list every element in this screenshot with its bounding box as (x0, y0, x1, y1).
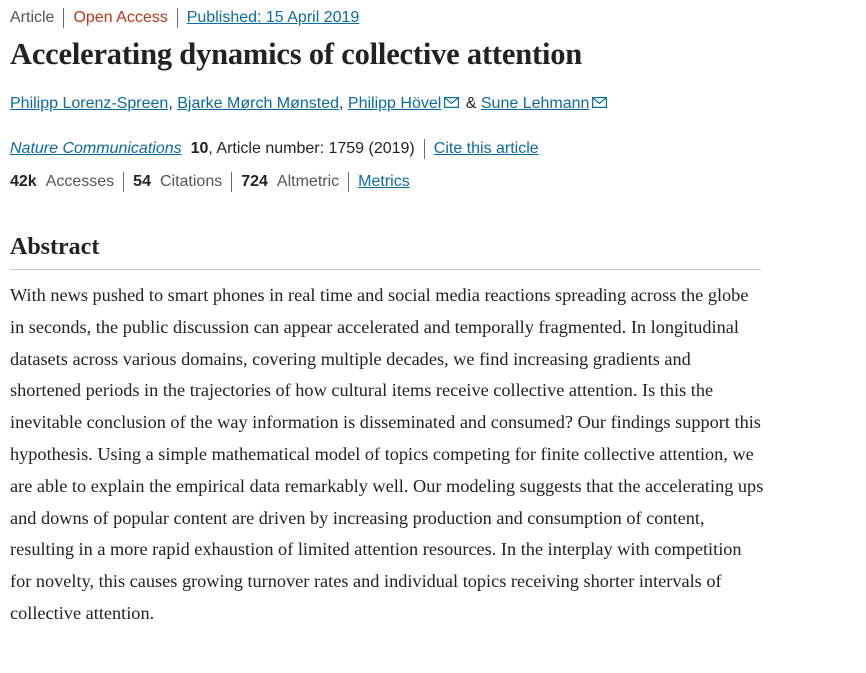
accesses-count: 42k (10, 173, 37, 190)
citations-label: Citations (159, 173, 223, 190)
metrics-divider (123, 172, 124, 192)
article-title: Accelerating dynamics of collective attention (10, 37, 583, 71)
open-access-badge: Open Access (73, 9, 168, 26)
altmetric-label: Altmetric (276, 173, 340, 190)
mail-icon[interactable] (592, 97, 607, 108)
article-number: , Article number: 1759 (2019) (208, 140, 415, 157)
metrics-divider (348, 172, 349, 192)
abstract-text: With news pushed to smart phones in real time and social media reactions spreading across the globe in seconds, the public discussion can appear accelerated and temporally fragmented. In longitudinal datasets across various domains, covering multiple decades, we find increasing gradients and shortened periods in the trajectories of how cultural items receive collective attention. Is this the inevitable conclusion of the way information is disseminated and consumed? Our findings support this hypothesis. Using a simple mathematical model of topics competing for finite collective attention, we are able to explain the empirical data remarkably well. Our modeling suggests that the accelerating ups and downs of popular content are driven by increasing production and consumption of content, resulting in a more rapid exhaustion of limited attention resources. In the interplay with competition for novelty, this causes growing turnover rates and individual topics receiving shorter intervals of collective attention. (10, 285, 764, 623)
journal-citation (10, 139, 539, 159)
citations-count: 54 (133, 173, 151, 190)
author-link[interactable]: Philipp Hövel (347, 95, 442, 112)
article-meta (10, 8, 359, 28)
citation-divider (424, 139, 425, 159)
metrics-link[interactable]: Metrics (358, 173, 410, 190)
article-metrics (10, 172, 410, 192)
altmetric-score: 724 (241, 173, 268, 190)
abstract-heading: Abstract (10, 234, 100, 260)
meta-divider (63, 8, 64, 28)
metrics-divider (231, 172, 232, 192)
author-separator: , (168, 95, 178, 112)
author-list (10, 94, 609, 114)
author-link[interactable]: Philipp Lorenz-Spreen (10, 95, 169, 112)
article-type: Article (10, 9, 55, 26)
journal-link[interactable]: Nature Communications (10, 140, 182, 157)
abstract-divider (10, 269, 761, 270)
author-link[interactable]: Bjarke Mørch Mønsted (177, 95, 340, 112)
mail-icon[interactable] (444, 97, 459, 108)
journal-volume: 10 (190, 140, 209, 157)
meta-divider (177, 8, 178, 28)
author-link[interactable]: Sune Lehmann (480, 95, 590, 112)
author-separator: & (461, 95, 481, 112)
published-date-link[interactable]: Published: 15 April 2019 (186, 9, 360, 26)
accesses-label: Accesses (45, 173, 115, 190)
author-separator: , (339, 95, 348, 112)
cite-article-link[interactable]: Cite this article (433, 140, 539, 157)
